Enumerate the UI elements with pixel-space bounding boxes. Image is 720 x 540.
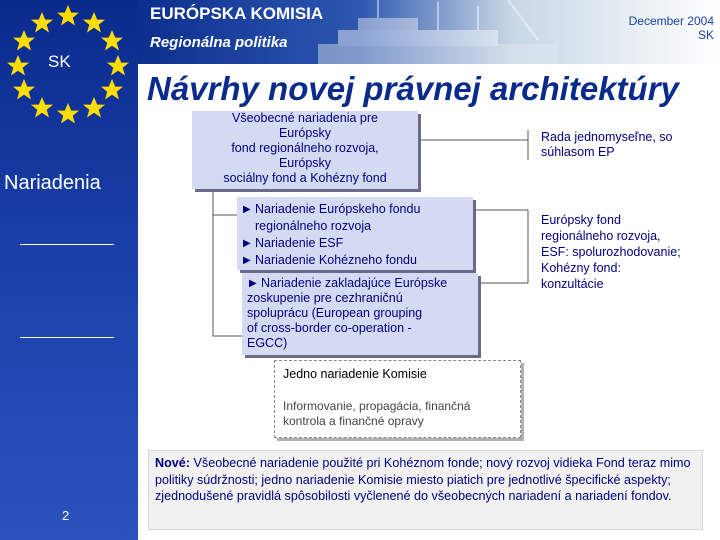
erdf-regulation-label: Nariadenie Európskeho fondu bbox=[255, 202, 421, 216]
language-code: SK bbox=[697, 28, 714, 42]
erdf-regulation-label-cont: regionálneho rozvoja bbox=[255, 219, 372, 233]
sidebar-divider bbox=[20, 337, 114, 338]
footnote-label: Nové: bbox=[155, 456, 190, 470]
general-regulation-line: Európsky bbox=[278, 156, 332, 170]
general-regulation-box bbox=[192, 111, 418, 189]
egcc-line: zoskupenie pre cezhraničnú bbox=[247, 291, 403, 305]
egcc-line: EGCC) bbox=[247, 336, 288, 350]
egcc-line: of cross-border co-operation - bbox=[247, 321, 412, 335]
council-note bbox=[541, 130, 716, 160]
commission-detail-line: Informovanie, propagácia, finančná bbox=[283, 399, 471, 413]
general-regulation-line: Európsky bbox=[278, 126, 332, 140]
date-text: December 2004 bbox=[628, 14, 714, 28]
organization-name: EURÓPSKA KOMISIA bbox=[150, 4, 324, 23]
council-note-line: Rada jednomyseľne, so bbox=[541, 130, 673, 144]
commission-regulation-box bbox=[274, 360, 521, 438]
bullet-triangle-icon: ▶ bbox=[243, 238, 251, 249]
codecision-note-line: regionálneho rozvoja, bbox=[541, 229, 661, 243]
footnote-text: Všeobecné nariadenie použité pri Kohéznom fonde; nový rozvoj vidieka Fond teraz mimo politiky súdržnosti; jedno nariadenie Komisie miesto piatich pre jednotlivé špecifické aspekty; zjednodušené pravidlá spôsobilosti vyčlenené do všeobecných nariadení a nariadení fondov. bbox=[155, 456, 691, 503]
general-regulation-line: sociálny fond a Kohézny fond bbox=[223, 171, 387, 185]
page-title: Návrhy novej právnej architektúry bbox=[147, 70, 679, 107]
general-regulation-line: fond regionálneho rozvoja, bbox=[231, 141, 379, 155]
commission-detail-line: kontrola a finančné opravy bbox=[283, 414, 424, 428]
list-item bbox=[247, 276, 474, 291]
page-number: 2 bbox=[62, 508, 70, 523]
codecision-note-line: Európsky fond bbox=[541, 213, 621, 227]
list-item bbox=[241, 201, 469, 218]
commission-regulation-detail bbox=[283, 399, 512, 429]
codecision-note-line: ESF: spolurozhodovanie; bbox=[541, 245, 681, 259]
bullet-triangle-icon: ▶ bbox=[243, 204, 251, 215]
commission-regulation-title: Jedno nariadenie Komisie bbox=[283, 367, 427, 381]
sidebar-section-title: Nariadenia bbox=[4, 172, 101, 194]
header-date bbox=[629, 14, 714, 42]
sidebar-divider bbox=[20, 244, 114, 245]
list-item bbox=[241, 235, 469, 252]
egcc-line: spoluprácu (European grouping bbox=[247, 306, 423, 320]
egcc-regulation-box bbox=[242, 273, 478, 355]
fund-regulations-box bbox=[237, 197, 473, 270]
organization-subtitle: Regionálna politika bbox=[150, 34, 288, 51]
general-regulation-line: Všeobecné nariadenia pre bbox=[232, 111, 378, 125]
bullet-triangle-icon: ▶ bbox=[243, 255, 251, 266]
codecision-note bbox=[541, 212, 719, 292]
sidebar bbox=[0, 0, 138, 540]
country-code: SK bbox=[48, 52, 71, 71]
list-item bbox=[241, 252, 469, 269]
cohesion-fund-regulation-label: Nariadenie Kohézneho fondu bbox=[255, 253, 417, 267]
council-note-line: súhlasom EP bbox=[541, 145, 615, 159]
harbor-photo-icon bbox=[318, 0, 558, 64]
esf-regulation-label: Nariadenie ESF bbox=[255, 236, 344, 250]
bullet-triangle-icon: ▶ bbox=[249, 278, 257, 289]
egcc-line: Nariadenie zakladajúce Európske bbox=[261, 276, 448, 290]
footnote-box bbox=[148, 450, 703, 530]
codecision-note-line: konzultácie bbox=[541, 277, 604, 291]
codecision-note-line: Kohézny fond: bbox=[541, 261, 621, 275]
